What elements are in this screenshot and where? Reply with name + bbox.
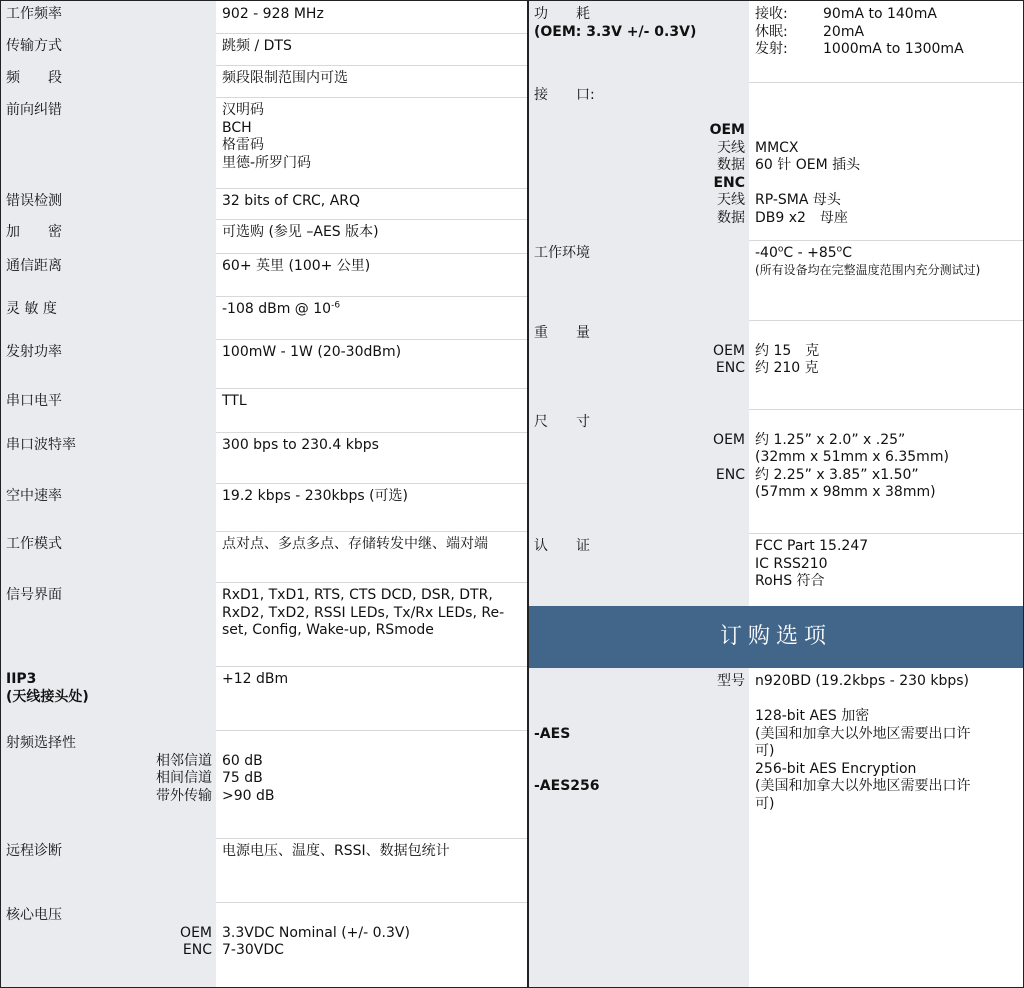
model-label: 型号 bbox=[717, 673, 745, 689]
spec-value: 可选购 (参见 –AES 版本) bbox=[222, 224, 379, 240]
spec-label: 错误检测 bbox=[1, 188, 216, 219]
aes256-label: -AES256 bbox=[534, 778, 600, 794]
spec-label: 工作环境 bbox=[529, 240, 749, 320]
selectivity-value: >90 dB bbox=[222, 787, 275, 804]
spec-row-diagnostics bbox=[1, 838, 527, 903]
aes-value: (美国和加拿大以外地区需要出口许 bbox=[755, 725, 971, 742]
cert-value: RoHS 符合 bbox=[755, 573, 825, 589]
spec-label: 前向纠错 bbox=[1, 97, 216, 188]
spec-row-range bbox=[1, 253, 527, 297]
spec-label: 串口波特率 bbox=[1, 432, 216, 483]
interface-value: MMCX bbox=[755, 139, 799, 156]
iip3-label: IIP3 bbox=[6, 671, 37, 687]
spec-value bbox=[216, 296, 527, 339]
temperature-note: (所有设备均在完整温度范围内充分测试过) bbox=[755, 262, 981, 277]
voltage-label: 核心电压 bbox=[6, 907, 62, 923]
sensitivity-exponent: -6 bbox=[331, 300, 341, 311]
interface-enc-header: ENC bbox=[713, 174, 745, 191]
voltage-sub-label: ENC bbox=[182, 942, 212, 958]
aes256-value: 可) bbox=[755, 795, 775, 812]
spec-label: 空中速率 bbox=[1, 483, 216, 531]
dimensions-label: 尺 寸 bbox=[534, 414, 590, 430]
interface-value: RP-SMA 母头 bbox=[755, 192, 841, 208]
spec-label bbox=[529, 1, 749, 82]
spec-value: +12 dBm bbox=[222, 671, 289, 687]
interface-oem-header: OEM bbox=[709, 122, 745, 138]
fec-item: 里德-所罗门码 bbox=[222, 154, 312, 171]
spec-row-serial-level bbox=[1, 388, 527, 433]
spec-row-transmission bbox=[1, 33, 527, 66]
temperature-range: $-40^oC - +85^oC$ bbox=[755, 244, 852, 261]
spec-label: 灵 敏 度 bbox=[1, 296, 216, 339]
spec-row-error-detection bbox=[1, 188, 527, 220]
spec-label: 信号界面 bbox=[1, 582, 216, 666]
spec-row-interface bbox=[529, 82, 1023, 241]
spec-row-frequency bbox=[1, 1, 527, 34]
spec-row-weight bbox=[529, 320, 1023, 410]
signal-line: set, Config, Wake-up, RSmode bbox=[222, 622, 434, 638]
iip3-sublabel: (天线接头处) bbox=[6, 688, 89, 705]
spec-value: 点对点、多点多点、存储转发中继、端对端 bbox=[222, 536, 488, 552]
spec-value bbox=[216, 902, 527, 987]
fec-item: BCH bbox=[222, 119, 252, 136]
selectivity-sub-label: 带外传输 bbox=[156, 787, 212, 804]
order-option-labels bbox=[529, 668, 749, 987]
spec-value: 100mW - 1W (20-30dBm) bbox=[222, 344, 402, 360]
voltage-value: 7-30VDC bbox=[222, 942, 284, 958]
dimensions-sub-label: OEM bbox=[713, 431, 745, 448]
spec-label: 远程诊断 bbox=[1, 838, 216, 902]
spec-value bbox=[749, 320, 1023, 409]
spec-value bbox=[749, 82, 1023, 240]
spec-value: 频段限制范围内可选 bbox=[222, 70, 348, 86]
signal-line: RxD1, TxD1, RTS, CTS DCD, DSR, DTR, bbox=[222, 587, 493, 603]
spec-value bbox=[749, 533, 1023, 606]
dimensions-value: (32mm x 51mm x 6.35mm) bbox=[755, 449, 949, 465]
spec-label: 工作模式 bbox=[1, 531, 216, 582]
spec-row-iip3 bbox=[1, 666, 527, 731]
spec-row-mode bbox=[1, 531, 527, 583]
aes-value: 128-bit AES 加密 bbox=[755, 708, 870, 724]
spec-label bbox=[529, 320, 749, 409]
spec-row-sensitivity bbox=[1, 296, 527, 340]
spec-label: 发射功率 bbox=[1, 339, 216, 388]
selectivity-value: 75 dB bbox=[222, 770, 263, 786]
selectivity-sub-label: 相邻信道 bbox=[156, 752, 212, 769]
dimensions-value: 约 1.25” x 2.0” x .25” bbox=[755, 431, 906, 448]
spec-value: 60+ 英里 (100+ 公里) bbox=[222, 258, 371, 274]
spec-row-environment bbox=[529, 240, 1023, 321]
weight-value: 约 15 克 bbox=[755, 342, 820, 359]
order-options-banner: 订购选项 bbox=[529, 606, 1023, 668]
spec-row-power bbox=[529, 1, 1023, 83]
interface-sub-label: 天线 bbox=[717, 139, 745, 156]
spec-label: 工作频率 bbox=[1, 1, 216, 33]
spec-label: 通信距离 bbox=[1, 253, 216, 296]
spec-row-signal-interface bbox=[1, 582, 527, 667]
spec-row-air-rate bbox=[1, 483, 527, 532]
aes-value: 可) bbox=[755, 743, 775, 759]
left-spec-column bbox=[1, 1, 527, 987]
spec-row-tx-power bbox=[1, 339, 527, 389]
spec-value bbox=[216, 730, 527, 838]
power-line: 接收: 90mA to 140mA bbox=[755, 6, 937, 22]
spec-row-fec bbox=[1, 97, 527, 189]
right-spec-column bbox=[529, 1, 1023, 987]
spec-row-band bbox=[1, 65, 527, 98]
spec-label: 串口电平 bbox=[1, 388, 216, 432]
spec-label bbox=[529, 409, 749, 533]
spec-value bbox=[749, 1, 1023, 82]
spec-value: 19.2 kbps - 230kbps (可选) bbox=[222, 488, 409, 504]
weight-sub-label: OEM bbox=[713, 342, 745, 359]
order-option-values bbox=[749, 668, 1023, 987]
cert-value: FCC Part 15.247 bbox=[755, 538, 869, 554]
spec-label bbox=[529, 82, 749, 240]
interface-sub-label: 数据 bbox=[717, 157, 745, 173]
selectivity-label: 射频选择性 bbox=[6, 735, 76, 751]
interface-value: DB9 x2 母座 bbox=[755, 209, 848, 226]
interface-value: 60 针 OEM 插头 bbox=[755, 157, 861, 173]
spec-label bbox=[1, 666, 216, 730]
spec-label bbox=[1, 902, 216, 987]
voltage-sub-label: OEM bbox=[180, 924, 212, 941]
fec-item: 格雷码 bbox=[222, 137, 264, 153]
spec-value bbox=[749, 240, 1023, 320]
aes256-value: 256-bit AES Encryption bbox=[755, 760, 917, 777]
spec-row-dimensions bbox=[529, 409, 1023, 534]
spec-label bbox=[1, 730, 216, 838]
interface-label: 接 口: bbox=[534, 87, 595, 103]
aes256-value: (美国和加拿大以外地区需要出口许 bbox=[755, 778, 971, 794]
spec-row-encryption bbox=[1, 219, 527, 254]
spec-row-baud-rate bbox=[1, 432, 527, 484]
interface-sub-label: 天线 bbox=[717, 192, 745, 208]
dimensions-sub-label: ENC bbox=[715, 466, 745, 483]
dimensions-value: 约 2.25” x 3.85” x1.50” bbox=[755, 466, 919, 483]
selectivity-value: 60 dB bbox=[222, 752, 263, 769]
spec-label: 加 密 bbox=[1, 219, 216, 253]
power-condition: (OEM: 3.3V +/- 0.3V) bbox=[534, 23, 697, 40]
spec-row-selectivity bbox=[1, 730, 527, 839]
spec-value: TTL bbox=[222, 393, 247, 409]
spec-value: 电源电压、温度、RSSI、数据包统计 bbox=[222, 843, 450, 859]
spec-value bbox=[216, 582, 527, 666]
spec-value: 32 bits of CRC, ARQ bbox=[222, 193, 361, 209]
selectivity-sub-label: 相间信道 bbox=[156, 770, 212, 786]
weight-sub-label: ENC bbox=[715, 360, 745, 376]
weight-value: 约 210 克 bbox=[755, 360, 819, 376]
power-line: 发射: 1000mA to 1300mA bbox=[755, 41, 964, 57]
spec-row-certification bbox=[529, 533, 1023, 606]
spec-label: 传输方式 bbox=[1, 33, 216, 65]
order-options-table bbox=[529, 668, 1023, 987]
spec-label: 频 段 bbox=[1, 65, 216, 97]
voltage-value: 3.3VDC Nominal (+/- 0.3V) bbox=[222, 924, 410, 941]
model-value: n920BD (19.2kbps - 230 kbps) bbox=[755, 673, 969, 689]
spec-value: 902 - 928 MHz bbox=[222, 6, 324, 22]
aes-label: -AES bbox=[534, 725, 571, 742]
weight-label: 重 量 bbox=[534, 325, 590, 341]
dimensions-value: (57mm x 98mm x 38mm) bbox=[755, 484, 936, 500]
spec-value bbox=[749, 409, 1023, 533]
sensitivity-value: -108 dBm @ 10 bbox=[222, 301, 332, 317]
spec-value: 300 bps to 230.4 kbps bbox=[222, 437, 379, 453]
spec-value: 跳频 / DTS bbox=[222, 38, 292, 54]
cert-value: IC RSS210 bbox=[755, 555, 828, 572]
spec-value bbox=[216, 97, 527, 188]
interface-sub-label: 数据 bbox=[717, 209, 745, 226]
fec-item: 汉明码 bbox=[222, 102, 264, 118]
power-line: 休眠: 20mA bbox=[755, 23, 865, 40]
spec-label: 认 证 bbox=[529, 533, 749, 606]
power-label: 功 耗 bbox=[534, 6, 590, 22]
spec-row-core-voltage bbox=[1, 902, 527, 987]
signal-line: RxD2, TxD2, RSSI LEDs, Tx/Rx LEDs, Re- bbox=[222, 604, 505, 621]
